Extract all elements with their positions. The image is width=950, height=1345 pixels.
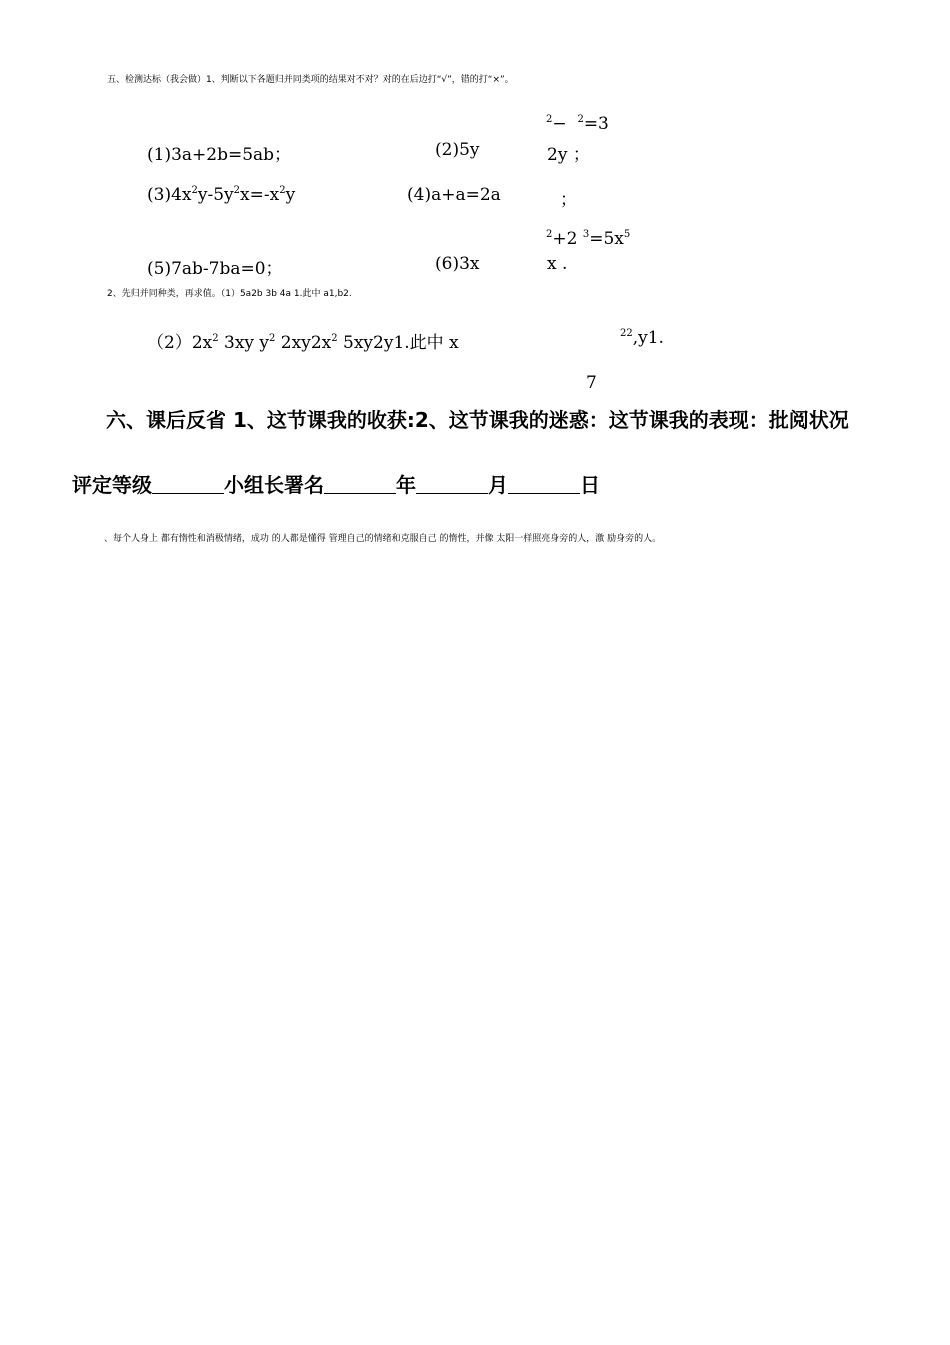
month-label: 月 — [488, 473, 508, 497]
item-3: $(3)4x^2y-5y^2x=-x^2y$ — [147, 185, 296, 205]
item-2-cont: 2y ； — [547, 145, 590, 165]
item-6: (6)3x — [435, 254, 480, 274]
sign-blank[interactable] — [324, 475, 396, 494]
item-5: (5)7ab-7ba=0； — [147, 259, 283, 279]
item-6-top: $^2$+2 $^3=5x^5$ — [546, 229, 631, 249]
year-blank[interactable] — [416, 475, 488, 494]
month-blank[interactable] — [508, 475, 580, 494]
question-2-sub: $(2)2x^2$ 3xy $y^2$ $2xy2x^2$ 5xy2y1.此中 x — [147, 333, 459, 353]
year-label: 年 — [396, 473, 416, 497]
question-2-sub-end: $^{22}$,y1. — [620, 328, 664, 348]
section6-title: 六、课后反省 1、这节课我的收获:2、这节课我的迷惑：这节课我的表现：批阅状况 — [106, 408, 849, 432]
evaluation-row — [72, 469, 600, 498]
question-2-seven: 7 — [586, 373, 597, 393]
day-label: 日 — [580, 473, 600, 497]
section5-header: 五、检测达标（我会做）1、判断以下各题归并同类项的结果对不对？对的在后边打“√”，错的打“×”。 — [107, 75, 514, 85]
grade-label: 评定等级 — [72, 473, 152, 497]
question-2-line: 2、先归并同种类，再求值。（1）5a2b 3b 4a 1.此中 a1,b2. — [107, 289, 352, 299]
item-6-cont: x . — [547, 254, 568, 274]
grade-blank[interactable] — [152, 475, 224, 494]
item-2: (2)5y — [435, 140, 480, 160]
footer-note: 、每个人身上 都有惰性和消极情绪，成功 的人都是懂得 管理自己的情绪和克服自己 的惰性，并像 太阳一样照亮身旁的人，激 励身旁的人。 — [104, 534, 662, 544]
item-1: (1)3a+2b=5ab； — [147, 145, 292, 165]
item-4: (4)a+a=2a — [407, 185, 501, 205]
sign-label: 小组长署名 — [224, 473, 324, 497]
item-4-semicolon: ； — [560, 190, 577, 210]
item-2-top: $^2$− $^2$=3 — [546, 114, 609, 134]
